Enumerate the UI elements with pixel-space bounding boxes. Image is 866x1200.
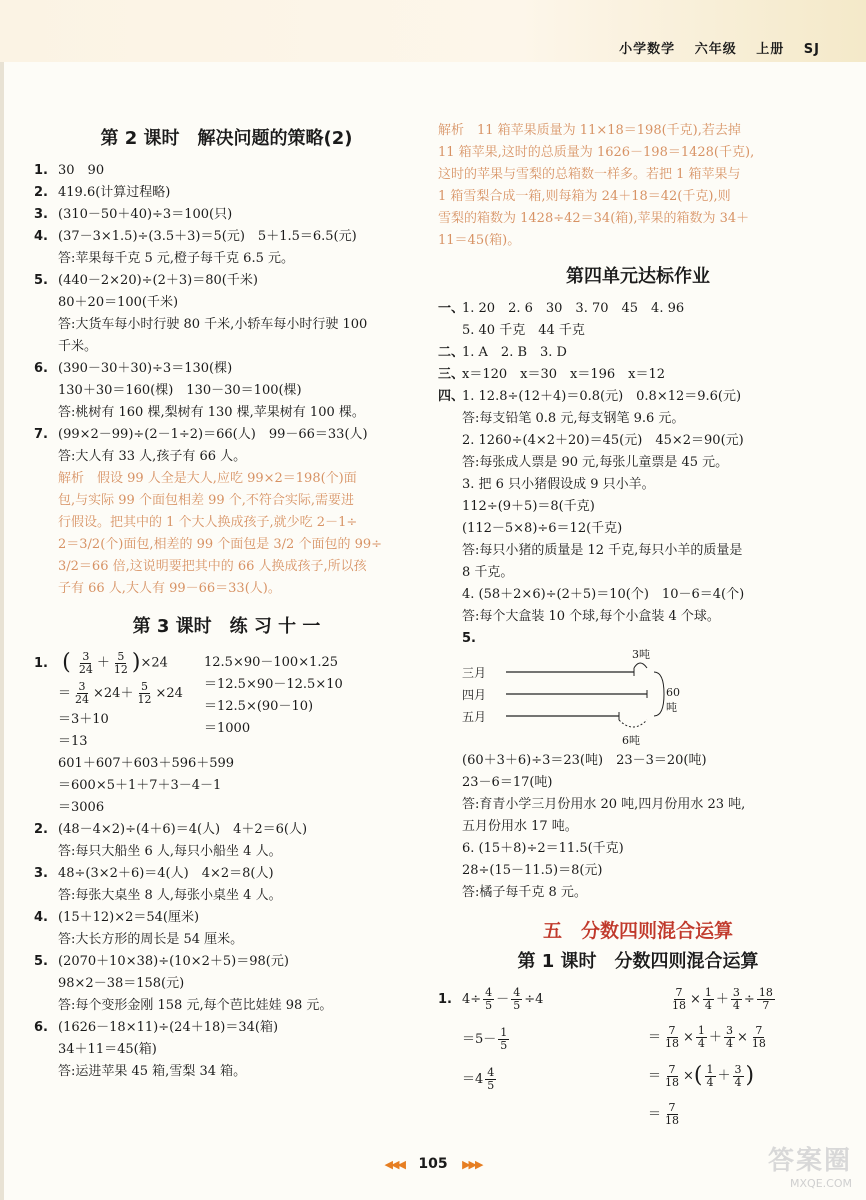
answer-line [34, 226, 419, 248]
answer-text: 答:每个大盒装 10 个球,每个小盒装 4 个球。 [462, 609, 720, 624]
unit4-answers-after [438, 750, 838, 904]
answer-text: 答:每个变形金刚 158 元,每个芭比娃娃 98 元。 [58, 997, 333, 1013]
answer-text: 5. 40 千克 44 千克 [462, 323, 585, 338]
answer-number: 6. [34, 361, 48, 376]
answer-number: 2. [34, 821, 48, 837]
answer-text: (1626－18×11)÷(24＋18)＝34(箱) [58, 1019, 279, 1035]
fraction: $\frac{3}{24}$ [78, 649, 93, 676]
answer-text: 48÷(3×2＋6)＝4(人) 4×2＝8(人) [58, 865, 274, 881]
answer-line [34, 446, 419, 468]
unit5-q1-right [648, 983, 777, 1132]
answer-text: 34＋11＝45(箱) [58, 1041, 157, 1057]
answer-text: (112－5×8)÷6＝12(千克) [462, 521, 623, 536]
answer-line [34, 402, 419, 424]
text-line: 解析 假设 99 人全是大人,应吃 99×2＝198(个)面 [58, 471, 357, 486]
answer-line [34, 1017, 419, 1039]
label-3-tons: 3吨 [632, 648, 650, 661]
answer-number: 4. [34, 229, 48, 244]
answer-text: 答:大货车每小时行驶 80 千米,小轿车每小时行驶 100 [58, 317, 368, 332]
answer-line [34, 336, 419, 358]
q1-b-step: ＝12.5×(90－10) [204, 699, 314, 714]
answer-text: (15＋12)×2＝54(厘米) [58, 909, 200, 925]
text-line: 雪梨的箱数为 1428÷42＝34(箱),苹果的箱数为 34＋ [438, 211, 750, 226]
answer-number: 7. [34, 427, 48, 442]
unit5-q1 [438, 983, 838, 1132]
answer-text: (440－2×20)÷(2＋3)＝80(千米) [58, 273, 258, 288]
q1-col-b [204, 648, 343, 753]
answer-number: 3. [34, 865, 48, 881]
q1-number: 1. [34, 655, 48, 671]
water-usage-diagram [462, 650, 682, 750]
answer-text: 答:大长方形的周长是 54 厘米。 [58, 931, 244, 947]
next-arrow-icon: ▶▶▶ [462, 1158, 482, 1171]
lesson3-answers [34, 819, 419, 1083]
answer-line [438, 430, 838, 452]
page-header [605, 38, 820, 57]
header-grade: 六年级 [694, 42, 737, 57]
text-line: 五月份用水 17 吨。 [462, 819, 578, 834]
answer-text: 答:大人有 33 人,孩子有 66 人。 [58, 449, 247, 464]
q5-number: 5. [462, 631, 476, 646]
answer-text: x＝120 x＝30 x＝196 x＝12 [462, 367, 666, 382]
answer-text: 千米。 [58, 339, 98, 354]
watermark-url: MXQE.COM [790, 1177, 852, 1190]
answer-number: 二、 [438, 345, 465, 360]
answer-line [34, 270, 419, 292]
lesson2-explanation [34, 468, 419, 600]
text-line: 11 箱苹果,这时的总质量为 1626－198＝1428(千克), [438, 145, 755, 160]
answer-text: 112÷(9＋5)＝8(千克) [462, 499, 595, 514]
paren-open: ( [62, 650, 71, 675]
answer-line [438, 364, 838, 386]
fraction: $\frac{5}{12}$ [113, 649, 128, 676]
answer-line [34, 314, 419, 336]
answer-text: 答:每支铅笔 0.8 元,每支钢笔 9.6 元。 [462, 411, 685, 426]
answer-text: (37－3×1.5)÷(3.5＋3)＝5(元) 5＋1.5＝6.5(元) [58, 229, 357, 244]
answer-text: 3. 把 6 只小猪假设成 9 只小羊。 [462, 477, 655, 492]
text-line: 答:橘子每千克 8 元。 [462, 885, 587, 900]
q1-b-step: ＝12.5×90－12.5×10 [204, 677, 343, 692]
answer-number: 一、 [438, 301, 465, 316]
text-line: 包,与实际 99 个面包相差 99 个,不符合实际,需要进 [58, 493, 355, 508]
answer-line [34, 819, 419, 841]
answer-line [438, 562, 838, 584]
answer-line [34, 160, 419, 182]
answer-line [34, 1061, 419, 1083]
answer-number: 6. [34, 1019, 48, 1035]
answer-text: 8 千克。 [462, 565, 514, 580]
answer-text: 答:每只大船坐 6 人,每只小船坐 4 人。 [58, 843, 282, 859]
answer-line [438, 474, 838, 496]
text-line: 6. (15＋8)÷2＝11.5(千克) [462, 841, 624, 856]
answer-line [34, 841, 419, 863]
text-line: 行假设。把其中的 1 个大人换成孩子,就少吃 2－1÷ [58, 515, 358, 530]
answer-text: 130＋30＝160(棵) 130－30＝100(棵) [58, 383, 302, 398]
answer-text: 4. (58＋2×6)÷(2＋5)＝10(个) 10－6＝4(个) [462, 587, 745, 602]
watermark [768, 1140, 852, 1190]
answer-number: 三、 [438, 367, 465, 382]
answer-line [34, 358, 419, 380]
lesson3-q6-explanation [438, 120, 838, 252]
answer-text: 答:苹果每千克 5 元,橙子每千克 6.5 元。 [58, 251, 294, 266]
answer-text: (310－50＋40)÷3＝100(只) [58, 207, 233, 222]
u5-right-row: $\frac{7}{18}$ × $\frac{1}{4}$ ＋ $\frac{3}{4}$ ÷ $\frac{18}{7}$ [672, 986, 773, 1012]
answer-text: 1. A 2. B 3. D [462, 345, 567, 360]
q1-a-row: 1. ( $\frac{3}{24}$ ＋ $\frac{5}{12}$ )×24 [34, 648, 204, 679]
answer-number: 5. [34, 273, 48, 288]
answer-line [34, 380, 419, 402]
answer-line [438, 320, 838, 342]
u5-q1-number: 1. [438, 992, 452, 1007]
lesson2-answers [34, 160, 419, 468]
text-line: (60＋3＋6)÷3＝23(吨) 23－3＝20(吨) [462, 753, 707, 768]
answer-line [34, 204, 419, 226]
month-april: 四月 [462, 688, 487, 702]
answer-text: 1. 20 2. 6 30 3. 70 45 4. 96 [462, 301, 685, 316]
answer-number: 2. [34, 185, 48, 200]
answer-line [34, 863, 419, 885]
left-column [34, 118, 419, 1083]
u5-left-row: ＝4 $\frac{4}{5}$ [462, 1066, 495, 1092]
lesson3-q1-grid [34, 648, 419, 753]
answer-line [34, 292, 419, 314]
q1-b-step: 12.5×90－100×1.25 [204, 655, 339, 670]
page-number: 105 [418, 1156, 448, 1172]
answer-line [438, 540, 838, 562]
answer-number: 3. [34, 207, 48, 222]
answer-number: 4. [34, 909, 48, 925]
lesson3-title: 第 3 课时 练 习 十 一 [132, 616, 321, 637]
answer-text: 80＋20＝100(千米) [58, 295, 179, 310]
answer-line [34, 885, 419, 907]
unit5-title: 五 分数四则混合运算 [542, 920, 733, 942]
prev-arrow-icon: ◀◀◀ [384, 1158, 404, 1171]
answer-line [438, 386, 838, 408]
answer-text: 2. 1260÷(4×2＋20)＝45(元) 45×2＝90(元) [462, 433, 744, 448]
answer-text: (48－4×2)÷(4＋6)＝4(人) 4＋2＝6(人) [58, 821, 308, 837]
answer-line [34, 907, 419, 929]
answer-line [34, 1039, 419, 1061]
answer-text: 答:每张大桌坐 8 人,每张小桌坐 4 人。 [58, 887, 282, 903]
answer-text: 1. 12.8÷(12＋4)＝0.8(元) 0.8×12＝9.6(元) [462, 389, 742, 404]
header-volume: 上册 [756, 42, 785, 57]
answer-line [34, 929, 419, 951]
answer-text: 419.6(计算过程略) [58, 185, 171, 200]
lesson3-q1 [34, 648, 419, 819]
answer-line [34, 424, 419, 446]
u5-right-row: ＝ $\frac{7}{18}$ ×( $\frac{1}{4}$ ＋ $\frac{3}{4}$ ) [648, 1062, 755, 1089]
month-may: 五月 [462, 710, 487, 724]
page-footer [0, 1156, 866, 1172]
watermark-logo: 答案圈 [767, 1146, 852, 1176]
label-60-tons: 60吨 [666, 686, 680, 714]
q1-a-expr: ×24 [140, 655, 168, 671]
text-line: 28÷(15－11.5)＝8(元) [462, 863, 603, 878]
text-line: 2＝3/2(个)面包,相差的 99 个面包是 3/2 个面包的 99÷ [58, 537, 383, 552]
text-line: 23－6＝17(吨) [462, 775, 553, 790]
answer-text: (99×2－99)÷(2－1÷2)＝66(人) 99－66＝33(人) [58, 427, 368, 442]
q1-a-step: ＝3＋10 [58, 711, 109, 727]
answer-line [438, 342, 838, 364]
answer-line [438, 606, 838, 628]
answer-number: 1. [34, 163, 48, 178]
answer-line [34, 973, 419, 995]
answer-number: 四、 [438, 389, 465, 404]
q1-c-step: ＝3006 [58, 799, 105, 815]
line-segment-diagram [462, 650, 682, 750]
u5-left-row: 1. 4÷ $\frac{4}{5}$ － $\frac{4}{5}$ ÷4 [438, 983, 648, 1017]
answer-line [34, 182, 419, 204]
answer-line [438, 452, 838, 474]
unit5-lesson-title: 第 1 课时 分数四则混合运算 [517, 951, 759, 972]
text-line: 11＝45(箱)。 [438, 233, 521, 248]
answer-line [438, 584, 838, 606]
text-line: 子有 66 人,大人有 99－66＝33(人)。 [58, 581, 281, 596]
answer-text: 答:每只小猪的质量是 12 千克,每只小羊的质量是 [462, 543, 743, 558]
lesson2-title: 第 2 课时 解决问题的策略(2) [100, 128, 353, 149]
q1-col-a [34, 648, 204, 753]
answer-text: 答:桃树有 160 棵,梨树有 130 棵,苹果树有 100 棵。 [58, 405, 365, 420]
answer-text: (2070＋10×38)÷(10×2＋5)＝98(元) [58, 953, 289, 969]
label-6-tons: 6吨 [622, 734, 640, 747]
header-edition: SJ [803, 42, 820, 57]
answer-line [438, 408, 838, 430]
page-gutter [0, 0, 4, 1200]
answer-line [34, 995, 419, 1017]
u5-right-row: ＝ $\frac{7}{18}$ [648, 1100, 680, 1127]
answer-text: 答:每张成人票是 90 元,每张儿童票是 45 元。 [462, 455, 729, 470]
q1-a-step: ＝13 [58, 733, 88, 749]
answer-number: 5. [34, 953, 48, 969]
q1-b-step: ＝1000 [204, 721, 251, 736]
answer-line [34, 248, 419, 270]
answer-text: (390－30＋30)÷3＝130(棵) [58, 361, 233, 376]
text-line: 3/2＝66 倍,这说明要把其中的 66 人换成孩子,所以孩 [58, 559, 367, 574]
month-march: 三月 [462, 666, 487, 680]
u5-right-row: ＝ $\frac{7}{18}$ × $\frac{1}{4}$ ＋ $\frac{3}{4}$ × $\frac{7}{18}$ [648, 1024, 766, 1050]
q1-c-step: 601＋607＋603＋596＋599 [58, 755, 235, 771]
answer-text: 98×2－38＝158(元) [58, 975, 185, 991]
q1-a-step: ＝ $\frac{3}{24}$ ×24＋ $\frac{5}{12}$ ×24 [58, 679, 183, 706]
unit4-title: 第四单元达标作业 [566, 266, 710, 287]
answer-line [34, 951, 419, 973]
answer-line [438, 518, 838, 540]
answer-line [438, 496, 838, 518]
answer-text: 30 90 [58, 163, 105, 178]
text-line: 1 箱雪梨合成一箱,则每箱为 24＋18＝42(千克),则 [438, 189, 731, 204]
text-line: 解析 11 箱苹果质量为 11×18＝198(千克),若去掉 [438, 123, 741, 138]
answer-text: 答:运进苹果 45 箱,雪梨 34 箱。 [58, 1063, 247, 1079]
q1-c-step: ＝600×5＋1＋7＋3－4－1 [58, 777, 222, 793]
unit5-q1-left [438, 983, 648, 1132]
unit4-answers [438, 298, 838, 628]
u5-left-row: ＝5－ $\frac{1}{5}$ [462, 1026, 508, 1052]
right-column [438, 120, 838, 1132]
answer-line [438, 298, 838, 320]
text-line: 这时的苹果与雪梨的总箱数一样多。若把 1 箱苹果与 [438, 167, 741, 182]
paren-close: ) [131, 650, 141, 675]
text-line: 答:育青小学三月份用水 20 吨,四月份用水 23 吨, [462, 797, 746, 812]
header-subject: 小学数学 [619, 42, 676, 57]
